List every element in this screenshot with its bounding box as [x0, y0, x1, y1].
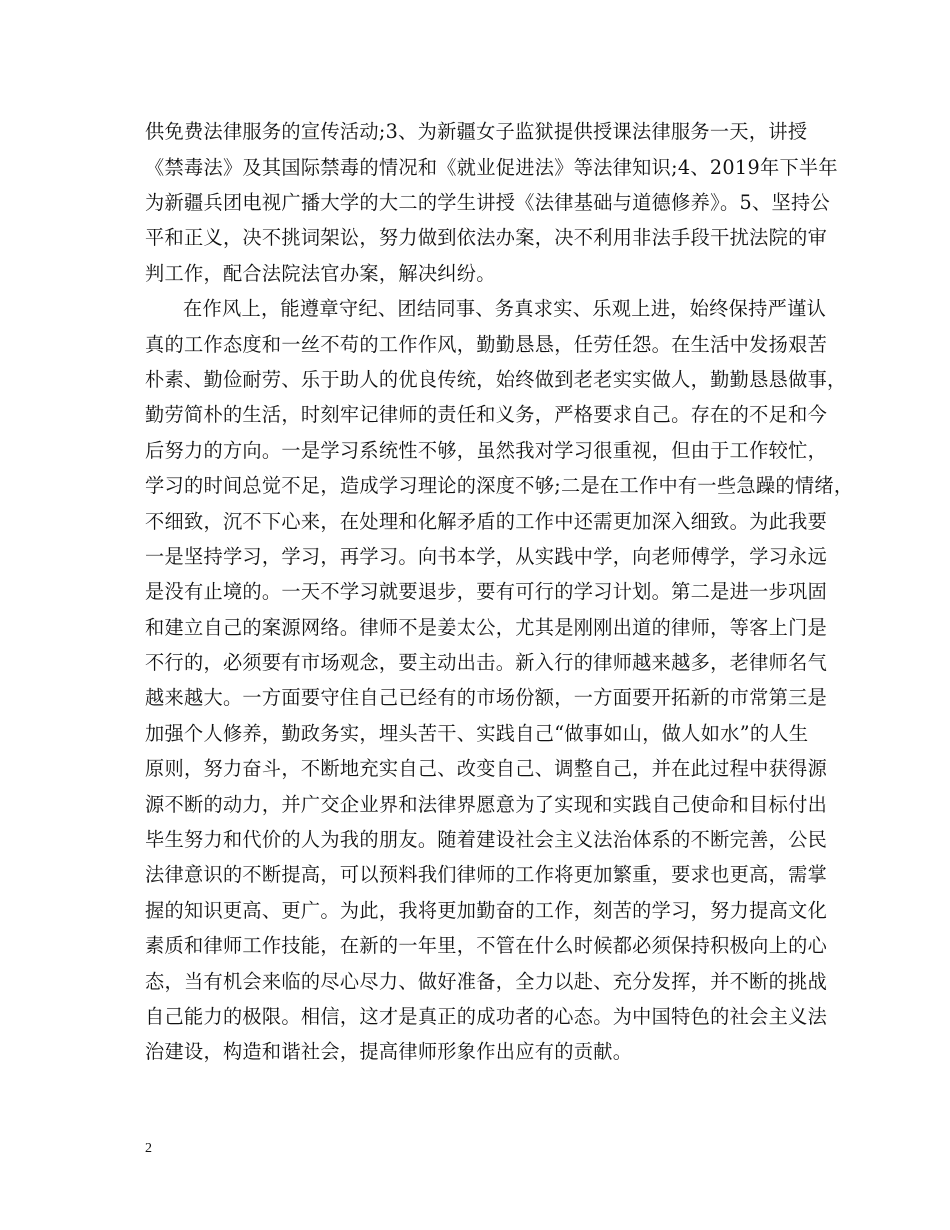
text-line: 越来越大。一方面要守住自己已经有的市场份额，一方面要开拓新的市常第三是 [145, 686, 828, 709]
text-line: 判工作，配合法院法官办案，解决纠纷。 [145, 262, 496, 285]
text-line: 在作风上，能遵章守纪、团结同事、务真求实、乐观上进，始终保持严谨认 [183, 297, 827, 320]
text-line: 源不断的动力，并广交企业界和法律界愿意为了实现和实践自己使命和目标付出 [145, 793, 828, 816]
text-line: 一是坚持学习，学习，再学习。向书本学，从实践中学，向老师傅学，学习永远 [145, 545, 828, 568]
text-line: 不行的，必须要有市场观念，要主动出击。新入行的律师越来越多，老律师名气 [145, 651, 828, 674]
text-line: 治建设，构造和谐社会，提高律师形象作出应有的贡献。 [145, 1040, 633, 1063]
text-line: 和建立自己的案源网络。律师不是姜太公，尤其是刚刚出道的律师，等客上门是 [145, 616, 828, 639]
text-line: 平和正义，决不挑词架讼，努力做到依法办案，决不利用非法手段干扰法院的审 [145, 226, 828, 249]
text-line: 为新疆兵团电视广播大学的大二的学生讲授《法律基础与道德修养》。5、坚持公 [145, 191, 830, 214]
text-line: 毕生努力和代价的人为我的朋友。随着建设社会主义法治体系的不断完善，公民 [145, 828, 828, 851]
text-line: 握的知识更高、更广。为此，我将更加勤奋的工作，刻苦的学习，努力提高文化 [145, 899, 828, 922]
text-line: 不细致，沉不下心来，在处理和化解矛盾的工作中还需更加深入细致。为此我要 [145, 510, 828, 533]
text-line: 《禁毒法》及其国际禁毒的情况和《就业促进法》等法律知识;4、2019年下半年 [145, 156, 838, 179]
text-line: 朴素、勤俭耐劳、乐于助人的优良传统，始终做到老老实实做人，勤勤恳恳做事， [145, 368, 847, 391]
page-number: 2 [145, 1141, 152, 1156]
text-line: 是没有止境的。一天不学习就要退步，要有可行的学习计划。第二是进一步巩固 [145, 580, 828, 603]
text-line: 原则，努力奋斗，不断地充实自己、改变自己、调整自己，并在此过程中获得源 [145, 757, 828, 780]
text-line: 勤劳简朴的生活，时刻牢记律师的责任和义务，严格要求自己。存在的不足和今 [145, 403, 828, 426]
text-line: 供免费法律服务的宣传活动;3、为新疆女子监狱提供授课法律服务一天，讲授 [145, 120, 808, 143]
text-line: 态，当有机会来临的尽心尽力、做好准备，全力以赴、充分发挥，并不断的挑战 [145, 970, 828, 993]
text-line: 加强个人修养，勤政务实，埋头苦干、实践自己“做事如山，做人如水”的人生 [145, 722, 809, 745]
text-line: 学习的时间总觉不足，造成学习理论的深度不够;二是在工作中有一些急躁的情绪， [145, 474, 854, 497]
text-line: 自己能力的极限。相信，这才是真正的成功者的心态。为中国特色的社会主义法 [145, 1005, 828, 1028]
text-line: 素质和律师工作技能，在新的一年里，不管在什么时候都必须保持积极向上的心 [145, 934, 828, 957]
text-line: 法律意识的不断提高，可以预料我们律师的工作将更加繁重，要求也更高，需掌 [145, 863, 828, 886]
text-line: 后努力的方向。一是学习系统性不够，虽然我对学习很重视，但由于工作较忙， [145, 439, 828, 462]
text-line: 真的工作态度和一丝不苟的工作作风，勤勤恳恳，任劳任怨。在生活中发扬艰苦 [145, 333, 828, 356]
